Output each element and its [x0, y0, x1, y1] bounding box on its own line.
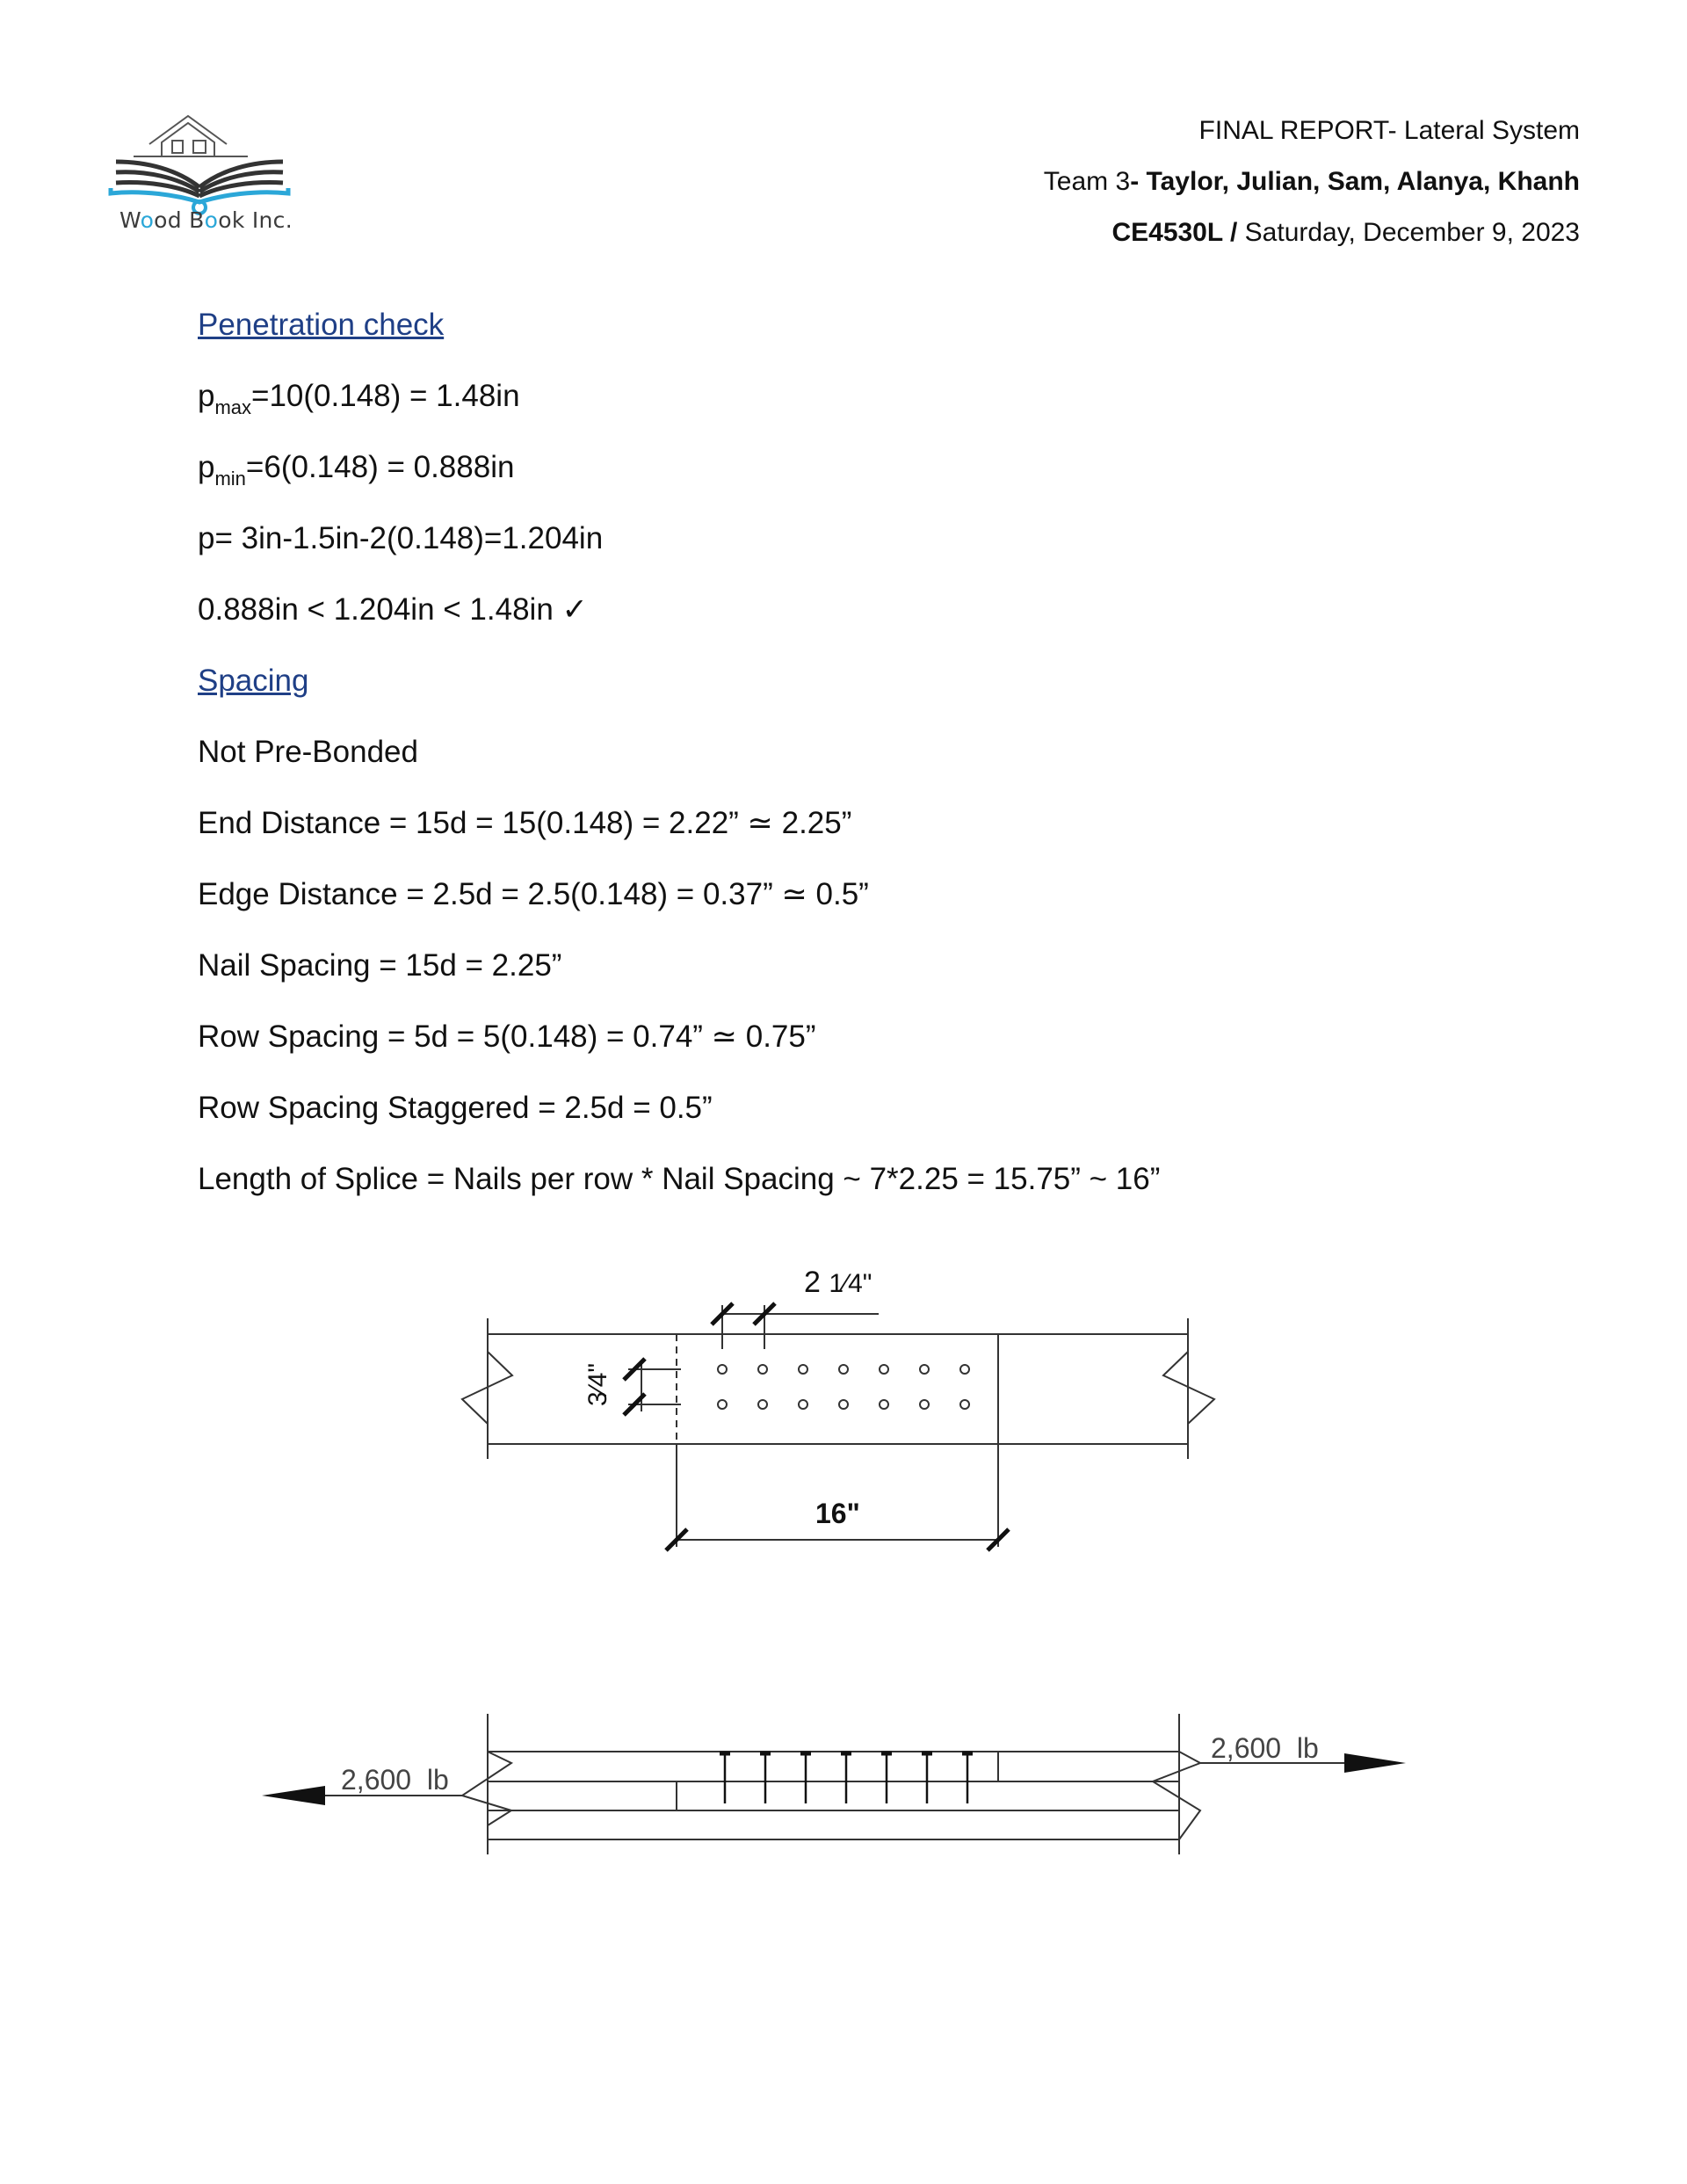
right-load-label: 2,600 lb — [1211, 1732, 1319, 1764]
nail-hole — [839, 1400, 848, 1409]
row-spacing-label: 3⁄4" — [583, 1362, 612, 1406]
nail-hole — [920, 1365, 929, 1374]
company-name: Wood Book Inc. — [119, 207, 293, 233]
pmin-equation: $p_{min}=6(0.148) = 0.888in$ — [198, 450, 515, 490]
left-load-arrowhead — [262, 1786, 325, 1805]
report-body — [198, 299, 1516, 1224]
spacing-line: Length of Splice = Nails per row * Nail Spacing ~ 7*2.25 = 15.75” ~ 16” — [198, 1162, 1161, 1196]
penetration-check-heading: Penetration check — [198, 308, 445, 342]
spacing-line: Row Spacing Staggered = 2.5d = 0.5” — [198, 1091, 713, 1125]
splice-plan-diagram — [0, 1248, 1687, 1573]
spacing-line: Edge Distance = 2.5d = 2.5(0.148) = 0.37” ≃ 0.5” — [198, 877, 869, 911]
spacing-line: Not Pre-Bonded — [198, 735, 418, 769]
nail-hole — [718, 1400, 727, 1409]
nail-hole — [799, 1365, 807, 1374]
nail — [962, 1753, 973, 1803]
penetration-check-result: 0.888in < 1.204in < 1.48in ✓ — [198, 592, 588, 627]
nail — [800, 1753, 811, 1803]
right-load-arrowhead — [1344, 1753, 1406, 1773]
nail-hole — [758, 1400, 767, 1409]
nail — [881, 1753, 892, 1803]
course-date-line: CE4530L / Saturday, December 9, 2023 — [1111, 218, 1580, 247]
spacing-line: Nail Spacing = 15d = 2.25” — [198, 948, 562, 983]
nail-hole — [880, 1400, 888, 1409]
splice-elevation-diagram — [0, 1696, 1687, 1872]
nail-hole — [718, 1365, 727, 1374]
nail-spacing-label: 2 1⁄4" — [804, 1266, 872, 1299]
team-line: Team 3- Taylor, Julian, Sam, Alanya, Khanh — [1043, 167, 1580, 196]
nail-hole — [960, 1365, 969, 1374]
report-title: FINAL REPORT- Lateral System — [1198, 116, 1580, 145]
p-equation: p= 3in-1.5in-2(0.148)=1.204in — [198, 521, 604, 555]
nail — [922, 1753, 932, 1803]
nail-hole — [960, 1400, 969, 1409]
left-load-label: 2,600 lb — [341, 1764, 449, 1796]
spacing-line: End Distance = 15d = 15(0.148) = 2.22” ≃ 2.25” — [198, 806, 852, 840]
nail-hole — [799, 1400, 807, 1409]
spacing-line: Row Spacing = 5d = 5(0.148) = 0.74” ≃ 0.75” — [198, 1019, 816, 1054]
nail-hole — [839, 1365, 848, 1374]
pmax-equation: $p_{max}=10(0.148) = 1.48in$ — [198, 379, 520, 418]
nail-hole — [920, 1400, 929, 1409]
nail-hole — [880, 1365, 888, 1374]
report-header — [1044, 105, 1580, 258]
splice-length-label: 16" — [815, 1498, 860, 1529]
spacing-heading: Spacing — [198, 664, 309, 698]
nail — [720, 1753, 730, 1803]
nail — [760, 1753, 771, 1803]
nail — [841, 1753, 851, 1803]
nail-hole — [758, 1365, 767, 1374]
